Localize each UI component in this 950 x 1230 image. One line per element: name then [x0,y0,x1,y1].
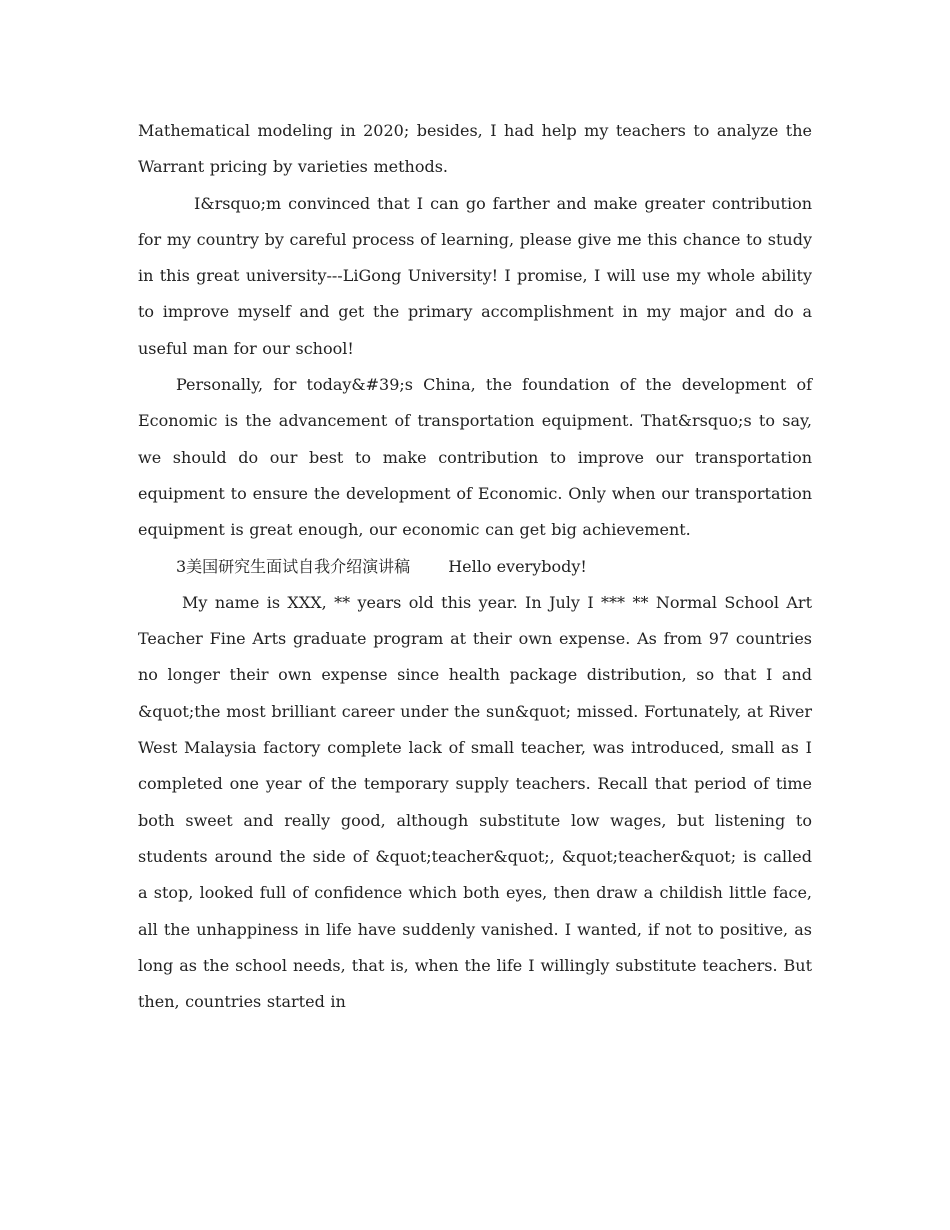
paragraph-modeling: Mathematical modeling in 2020; besides, I had help my teachers to analyze the Warrant pricing by varieties methods. [138,121,812,177]
section-heading-line [138,549,812,585]
paragraph-self-introduction: My name is XXX, ** years old this year. In July I *** ** Normal School Art Teacher Fine Arts graduate program at their own expense. As from 97 countries no longer their own expense since health package distribution, so that I and &quot;the most brilliant career under the sun&quot; missed. Fortunately, at River West Malaysia factory complete lack of small teacher, was introduced, small as I completed one year of the temporary supply teachers. Recall that period of time both sweet and really good, although substitute low wages, but listening to students around the side of &quot;teacher&quot;, &quot;teacher&quot; is called a stop, looked full of confidence which both eyes, then draw a childish little face, all the unhappiness in life have suddenly vanished. I wanted, if not to positive, as long as the school needs, that is, when the life I willingly substitute teachers. But then, countries started in [138,592,812,1012]
document-page [138,113,812,1020]
section-heading: 3美国研究生面试自我介绍演讲稿 [176,556,411,576]
paragraph-personally: Personally, for today&#39;s China, the foundation of the development of Economic is the advancement of transportation equipment. That&rsquo;s to say, we should do our best to make contribution to improve our transportation equipment to ensure the development of Economic. Only when our transportation equipment is great enough, our economic can get big achievement. [138,375,812,540]
paragraph-convinced: I&rsquo;m convinced that I can go farther and make greater contribution for my country by careful process of learning, please give me this chance to study in this great university---LiGong University! I promise, I will use my whole ability to improve myself and get the primary accomplishment in my major and do a useful man for our school! [138,193,812,358]
greeting: Hello everybody! [448,556,587,576]
